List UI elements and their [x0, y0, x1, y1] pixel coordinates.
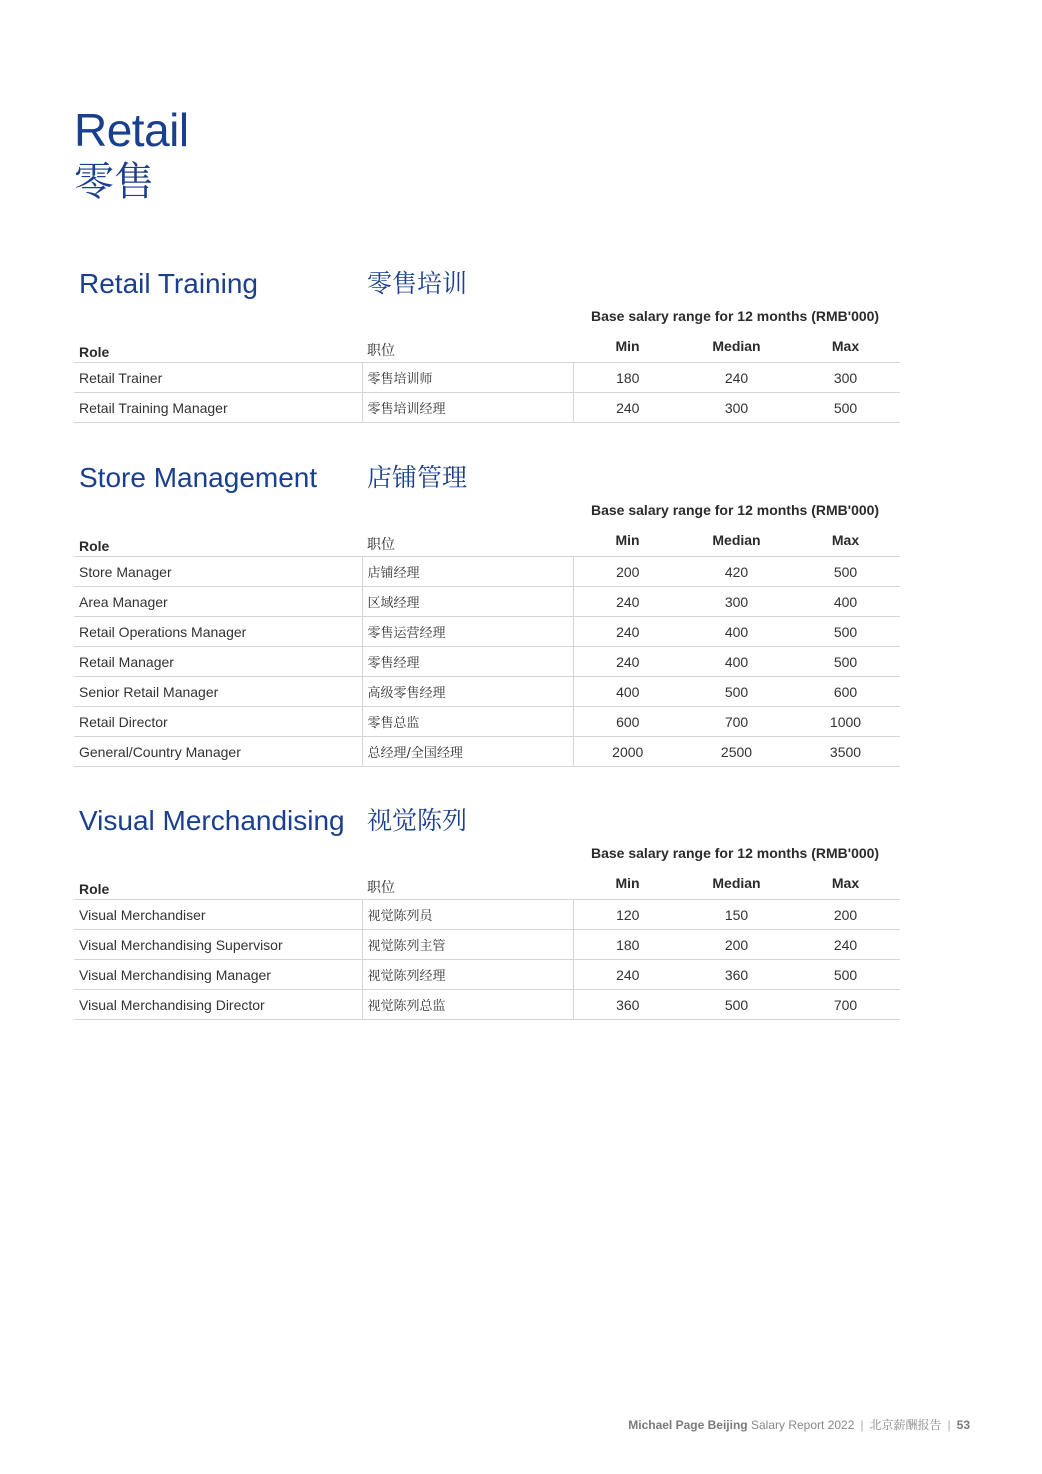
min-cell: 200	[573, 557, 682, 587]
column-header-role-zh: 职位	[362, 524, 573, 557]
column-header-role: Role	[74, 867, 362, 900]
footer-separator: |	[860, 1418, 864, 1432]
role-cell: Retail Director	[74, 707, 362, 737]
max-cell: 1000	[791, 707, 900, 737]
min-cell: 240	[573, 960, 682, 990]
table-row	[74, 707, 900, 737]
table-row	[74, 990, 900, 1020]
table-header-row	[74, 330, 900, 363]
salary-table	[74, 867, 900, 1020]
salary-section	[74, 460, 900, 767]
min-cell: 360	[573, 990, 682, 1020]
min-cell: 240	[573, 393, 682, 423]
role-cell: Retail Operations Manager	[74, 617, 362, 647]
salary-range-label: Base salary range for 12 months (RMB'000)	[591, 502, 880, 518]
page-title-en: Retail	[74, 104, 189, 156]
role-zh-cell: 区域经理	[362, 587, 573, 617]
role-zh-cell: 零售培训经理	[362, 393, 573, 423]
max-cell: 500	[791, 647, 900, 677]
median-cell: 500	[682, 677, 791, 707]
column-header-max: Max	[791, 330, 900, 363]
table-row	[74, 900, 900, 930]
max-cell: 500	[791, 960, 900, 990]
median-cell: 420	[682, 557, 791, 587]
column-header-min: Min	[573, 330, 682, 363]
footer-brand: Michael Page Beijing	[628, 1418, 748, 1432]
column-header-role: Role	[74, 330, 362, 363]
min-cell: 240	[573, 647, 682, 677]
column-header-role: Role	[74, 524, 362, 557]
salary-range-header	[74, 500, 900, 524]
min-cell: 400	[573, 677, 682, 707]
salary-range-header	[74, 306, 900, 330]
column-header-min: Min	[573, 867, 682, 900]
role-zh-cell: 零售总监	[362, 707, 573, 737]
median-cell: 200	[682, 930, 791, 960]
section-title-zh: 零售培训	[367, 269, 468, 298]
role-cell: Retail Manager	[74, 647, 362, 677]
page-footer	[628, 1416, 970, 1433]
max-cell: 300	[791, 363, 900, 393]
salary-section	[74, 266, 900, 423]
min-cell: 180	[573, 363, 682, 393]
table-header-row	[74, 867, 900, 900]
table-row	[74, 647, 900, 677]
table-row	[74, 393, 900, 423]
role-cell: Retail Trainer	[74, 363, 362, 393]
median-cell: 700	[682, 707, 791, 737]
column-header-min: Min	[573, 524, 682, 557]
table-header-row	[74, 524, 900, 557]
median-cell: 2500	[682, 737, 791, 767]
column-header-median: Median	[682, 867, 791, 900]
median-cell: 300	[682, 393, 791, 423]
role-cell: General/Country Manager	[74, 737, 362, 767]
role-cell: Store Manager	[74, 557, 362, 587]
role-cell: Visual Merchandiser	[74, 900, 362, 930]
min-cell: 180	[573, 930, 682, 960]
role-zh-cell: 视觉陈列总监	[362, 990, 573, 1020]
table-row	[74, 930, 900, 960]
salary-range-header	[74, 843, 900, 867]
role-zh-cell: 视觉陈列员	[362, 900, 573, 930]
table-row	[74, 677, 900, 707]
role-zh-cell: 视觉陈列主管	[362, 930, 573, 960]
min-cell: 240	[573, 617, 682, 647]
role-zh-cell: 零售经理	[362, 647, 573, 677]
section-title-zh: 店铺管理	[367, 463, 468, 492]
role-zh-cell: 高级零售经理	[362, 677, 573, 707]
salary-range-label: Base salary range for 12 months (RMB'000)	[591, 308, 880, 324]
max-cell: 500	[791, 393, 900, 423]
column-header-median: Median	[682, 524, 791, 557]
role-zh-cell: 零售培训师	[362, 363, 573, 393]
table-row	[74, 557, 900, 587]
column-header-max: Max	[791, 867, 900, 900]
section-header	[74, 266, 900, 306]
footer-report: Salary Report 2022	[750, 1418, 855, 1432]
page-title	[74, 104, 189, 208]
max-cell: 500	[791, 557, 900, 587]
min-cell: 120	[573, 900, 682, 930]
table-row	[74, 363, 900, 393]
section-header	[74, 803, 900, 843]
role-zh-cell: 零售运营经理	[362, 617, 573, 647]
max-cell: 400	[791, 587, 900, 617]
min-cell: 2000	[573, 737, 682, 767]
median-cell: 150	[682, 900, 791, 930]
column-header-role-zh: 职位	[362, 867, 573, 900]
column-header-max: Max	[791, 524, 900, 557]
page-title-zh: 零售	[74, 159, 154, 205]
table-row	[74, 587, 900, 617]
section-header	[74, 460, 900, 500]
max-cell: 700	[791, 990, 900, 1020]
median-cell: 400	[682, 617, 791, 647]
max-cell: 600	[791, 677, 900, 707]
max-cell: 240	[791, 930, 900, 960]
salary-table	[74, 524, 900, 767]
median-cell: 500	[682, 990, 791, 1020]
table-row	[74, 617, 900, 647]
salary-table	[74, 330, 900, 423]
median-cell: 400	[682, 647, 791, 677]
section-title-en: Store Management	[79, 462, 318, 493]
median-cell: 240	[682, 363, 791, 393]
role-cell: Visual Merchandising Supervisor	[74, 930, 362, 960]
median-cell: 360	[682, 960, 791, 990]
role-zh-cell: 店铺经理	[362, 557, 573, 587]
page-number: 53	[956, 1418, 970, 1432]
footer-separator: |	[947, 1418, 951, 1432]
column-header-role-zh: 职位	[362, 330, 573, 363]
section-title-en: Visual Merchandising	[79, 805, 345, 836]
min-cell: 600	[573, 707, 682, 737]
role-zh-cell: 总经理/全国经理	[362, 737, 573, 767]
salary-range-label: Base salary range for 12 months (RMB'000)	[591, 845, 880, 861]
role-cell: Senior Retail Manager	[74, 677, 362, 707]
role-cell: Visual Merchandising Manager	[74, 960, 362, 990]
max-cell: 500	[791, 617, 900, 647]
max-cell: 200	[791, 900, 900, 930]
median-cell: 300	[682, 587, 791, 617]
section-title-zh: 视觉陈列	[367, 806, 468, 835]
salary-section	[74, 803, 900, 1020]
footer-report-zh: 北京薪酬报告	[869, 1418, 942, 1432]
min-cell: 240	[573, 587, 682, 617]
role-cell: Retail Training Manager	[74, 393, 362, 423]
column-header-median: Median	[682, 330, 791, 363]
table-row	[74, 737, 900, 767]
table-row	[74, 960, 900, 990]
max-cell: 3500	[791, 737, 900, 767]
role-cell: Area Manager	[74, 587, 362, 617]
role-cell: Visual Merchandising Director	[74, 990, 362, 1020]
role-zh-cell: 视觉陈列经理	[362, 960, 573, 990]
section-title-en: Retail Training	[79, 268, 258, 299]
